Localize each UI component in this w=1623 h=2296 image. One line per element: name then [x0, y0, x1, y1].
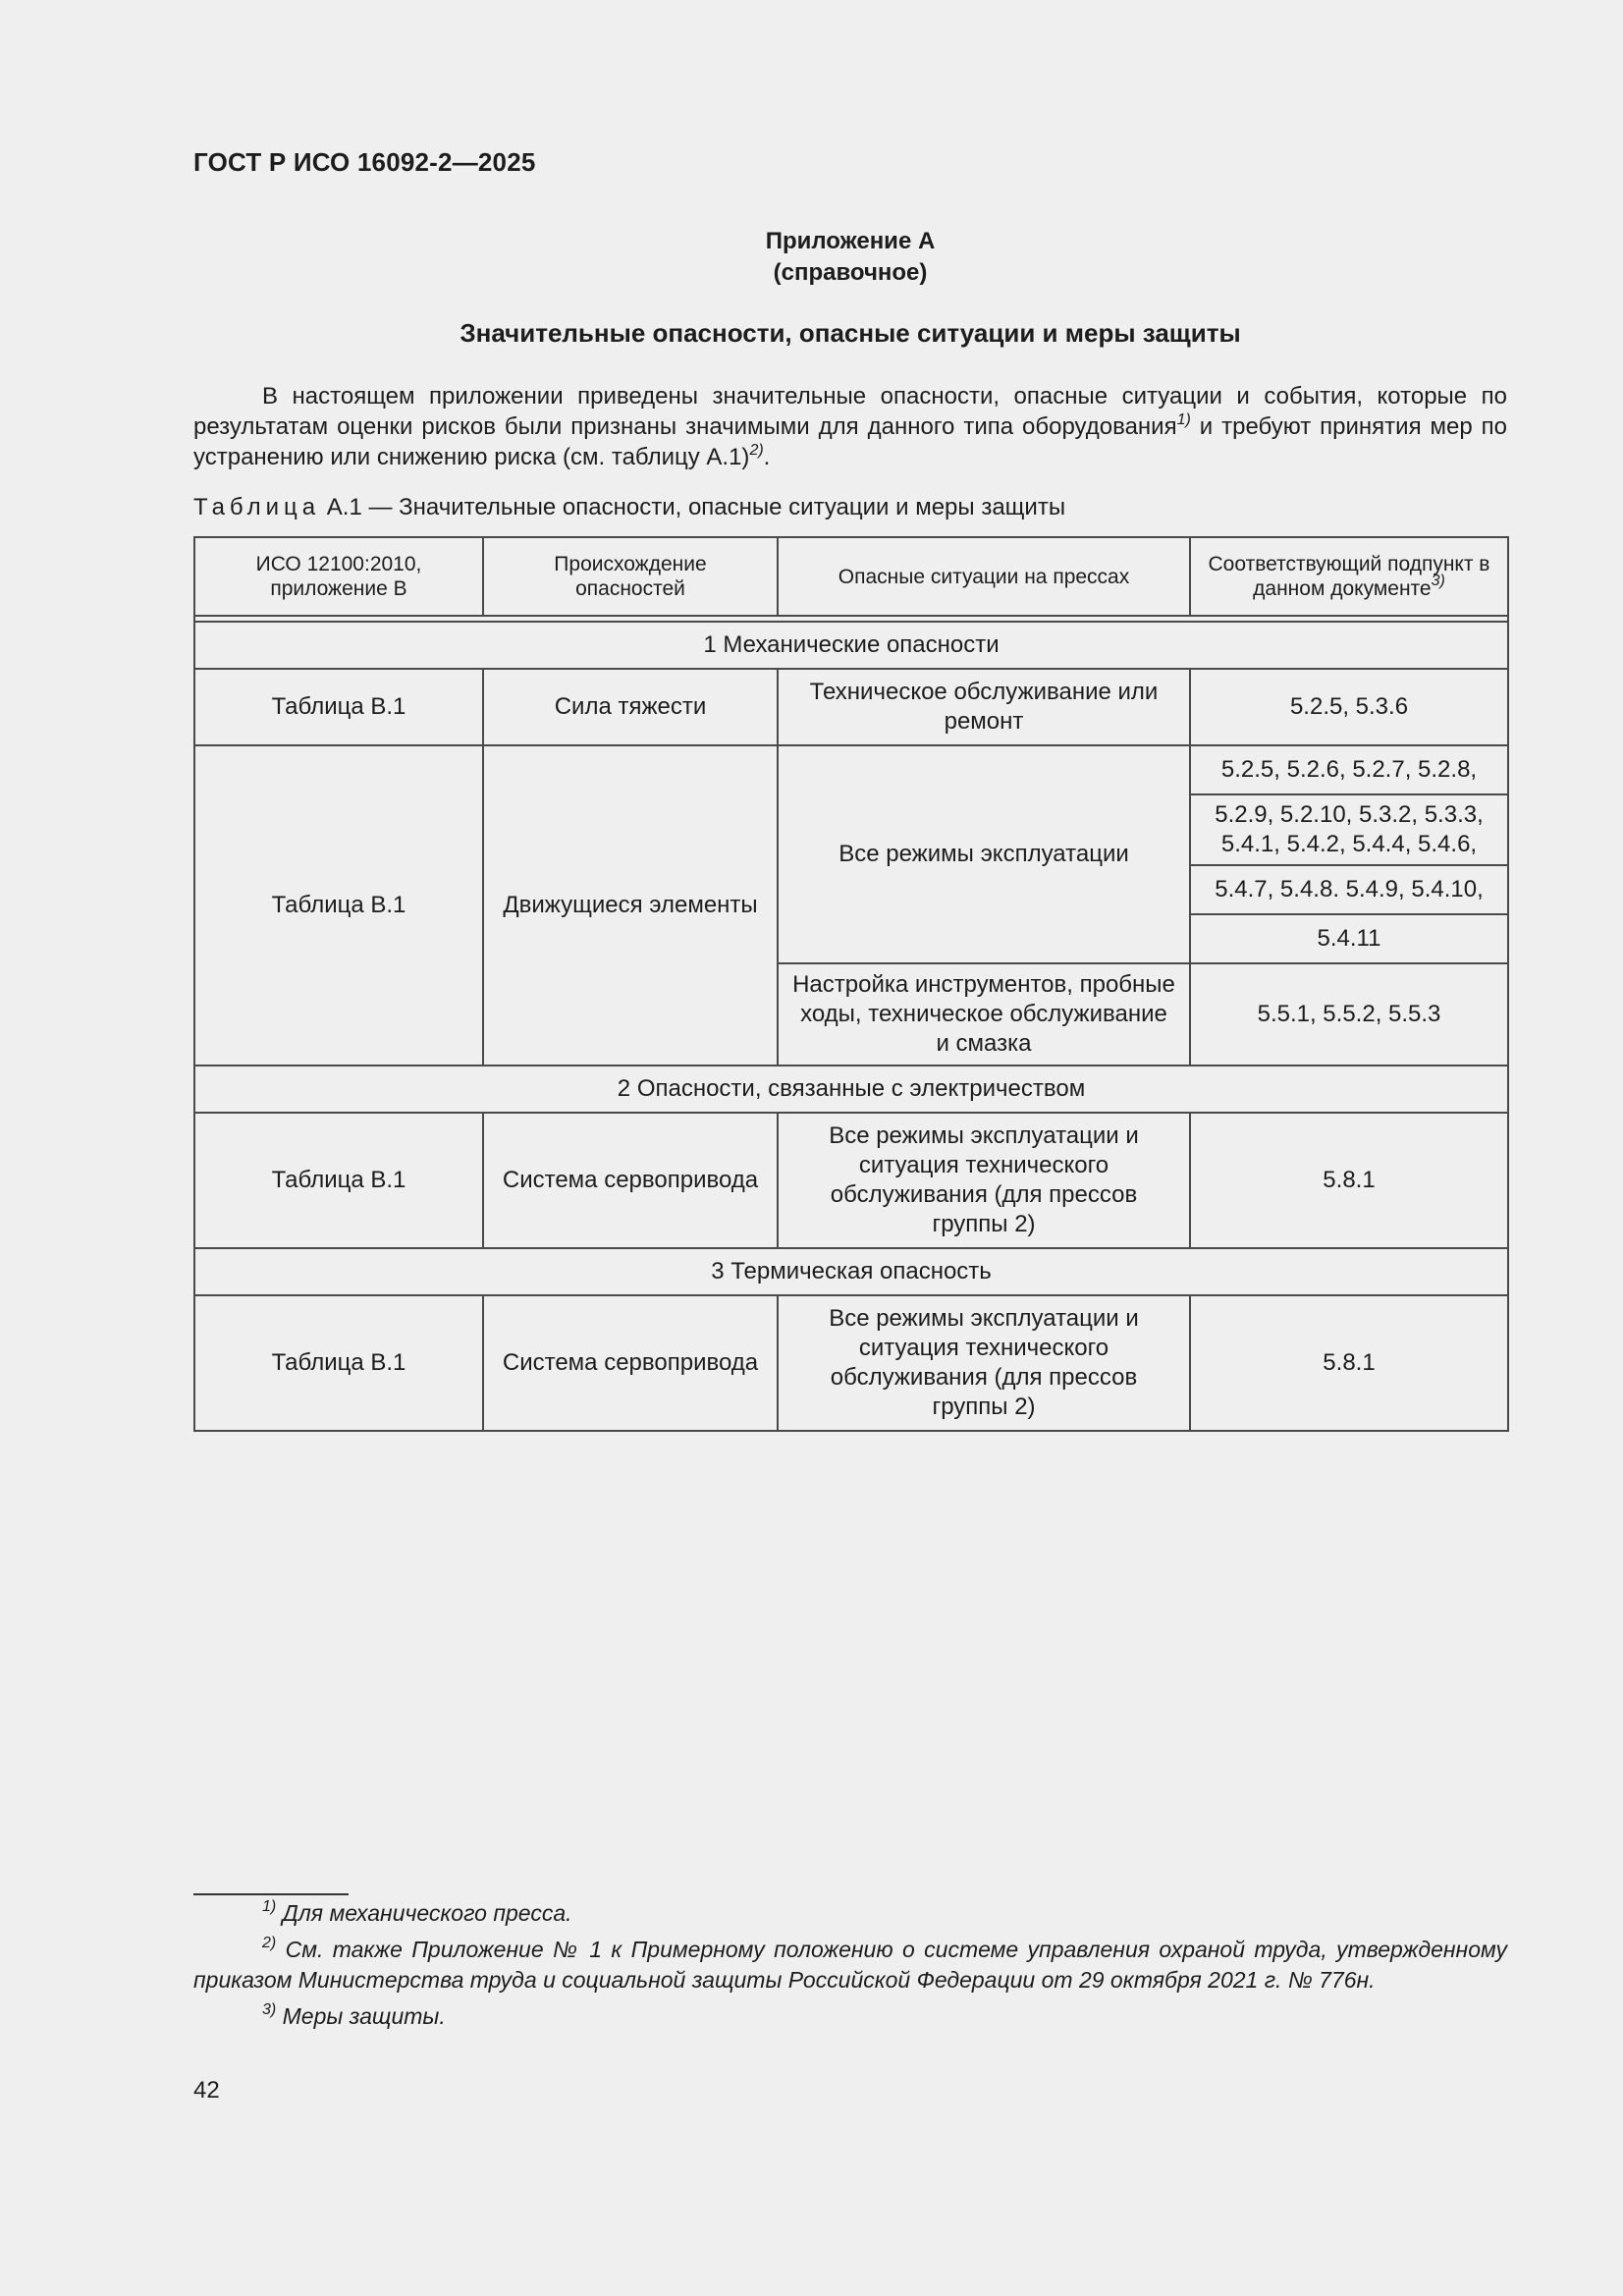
annex-type: (справочное): [773, 259, 928, 286]
hazards-table: [193, 536, 1509, 1432]
header-hazard-origin: Происхождение опасностей: [483, 537, 778, 616]
group-row: [194, 622, 1508, 669]
footnote-2: [193, 1935, 1507, 1995]
section-title: Значительные опасности, опасные ситуации и меры защиты: [460, 318, 1241, 348]
cell-ref: Таблица В.1: [194, 745, 483, 1066]
footnote-3: [193, 2001, 1507, 2032]
footnote-text-1: Для механического пресса.: [276, 1900, 572, 1926]
cell-origin: Сила тяжести: [483, 669, 778, 745]
footnote-text-2: См. также Приложение № 1 к Примерному положению о системе управления охраной труда, утвержденному приказом Министерства труда и социальной защиты Российской Федерации от 29 октября 2021 г. № 776н.: [193, 1937, 1507, 1993]
cell-situation: Настройка инструментов, пробные ходы, техническое обслуживание и смазка: [778, 963, 1190, 1066]
cell-ref: Таблица В.1: [194, 1113, 483, 1248]
cell-ref: Таблица В.1: [194, 1295, 483, 1431]
intro-text-2: и требуют принятия мер по устранению или снижению риска (см. таблицу А.1): [193, 413, 1507, 470]
cell-origin: Движущиеся элементы: [483, 745, 778, 1066]
cell-situation: Все режимы эксплуатации: [778, 745, 1190, 963]
cell-situation: Техническое обслуживание или ремонт: [778, 669, 1190, 745]
cell-ref: Таблица В.1: [194, 669, 483, 745]
cell-origin: Система сервопривода: [483, 1113, 778, 1248]
table-caption-word: Таблица: [193, 494, 321, 520]
header-hazard-situations: Опасные ситуации на прессах: [778, 537, 1190, 616]
cell-clause: 5.4.7, 5.4.8. 5.4.9, 5.4.10,: [1190, 865, 1508, 914]
footnote-text-3: Меры защиты.: [276, 2003, 446, 2029]
header-iso-ref: ИСО 12100:2010, приложение В: [194, 537, 483, 616]
cell-situation: Все режимы эксплуатации и ситуация технического обслуживания (для прессов группы 2): [778, 1113, 1190, 1248]
cell-clause: 5.4.11: [1190, 914, 1508, 963]
footnote-ref-3[interactable]: 3): [1431, 573, 1445, 589]
intro-text-3: .: [763, 444, 771, 470]
header-clause: [1190, 537, 1508, 616]
cell-clause: 5.2.5, 5.2.6, 5.2.7, 5.2.8,: [1190, 745, 1508, 794]
header-clause-text: Соответствующий подпункт в данном документе: [1208, 553, 1490, 600]
table-header-row: [194, 537, 1508, 616]
annex-title: Приложение А: [765, 228, 936, 254]
footnote-mark-1: 1): [262, 1898, 277, 1915]
cell-clause: 5.8.1: [1190, 1113, 1508, 1248]
footnote-ref-1[interactable]: 1): [1176, 411, 1191, 428]
cell-origin: Система сервопривода: [483, 1295, 778, 1431]
group-thermal: 3 Термическая опасность: [194, 1248, 1508, 1295]
annex-heading: [193, 226, 1507, 289]
intro-paragraph: [193, 381, 1507, 472]
group-mechanical: 1 Механические опасности: [194, 622, 1508, 669]
group-row: [194, 1248, 1508, 1295]
cell-clause: 5.2.5, 5.3.6: [1190, 669, 1508, 745]
table-caption-text: А.1 — Значительные опасности, опасные ситуации и меры защиты: [320, 494, 1066, 520]
table-row: [194, 1295, 1508, 1431]
footnote-1: [193, 1898, 1507, 1929]
cell-situation: Все режимы эксплуатации и ситуация технического обслуживания (для прессов группы 2): [778, 1295, 1190, 1431]
group-row: [194, 1066, 1508, 1113]
table-row: [194, 669, 1508, 745]
footnotes: [193, 1898, 1507, 2038]
footnote-divider: [193, 1893, 349, 1895]
intro-text-1: В настоящем приложении приведены значительные опасности, опасные ситуации и события, которые по результатам оценки рисков были признаны значимыми для данного типа оборудования: [193, 383, 1507, 440]
page-number: 42: [193, 2077, 220, 2104]
footnote-mark-2: 2): [262, 1935, 277, 1951]
group-electrical: 2 Опасности, связанные с электричеством: [194, 1066, 1508, 1113]
footnote-mark-3: 3): [262, 2001, 277, 2018]
table-row: [194, 1113, 1508, 1248]
footnote-ref-2[interactable]: 2): [749, 442, 764, 459]
cell-clause: 5.8.1: [1190, 1295, 1508, 1431]
cell-clause: 5.5.1, 5.5.2, 5.5.3: [1190, 963, 1508, 1066]
document-header: ГОСТ Р ИСО 16092-2—2025: [193, 147, 536, 177]
table-row: [194, 745, 1508, 794]
table-caption: [193, 494, 1065, 521]
cell-clause: 5.2.9, 5.2.10, 5.3.2, 5.3.3, 5.4.1, 5.4.2, 5.4.4, 5.4.6,: [1190, 794, 1508, 865]
